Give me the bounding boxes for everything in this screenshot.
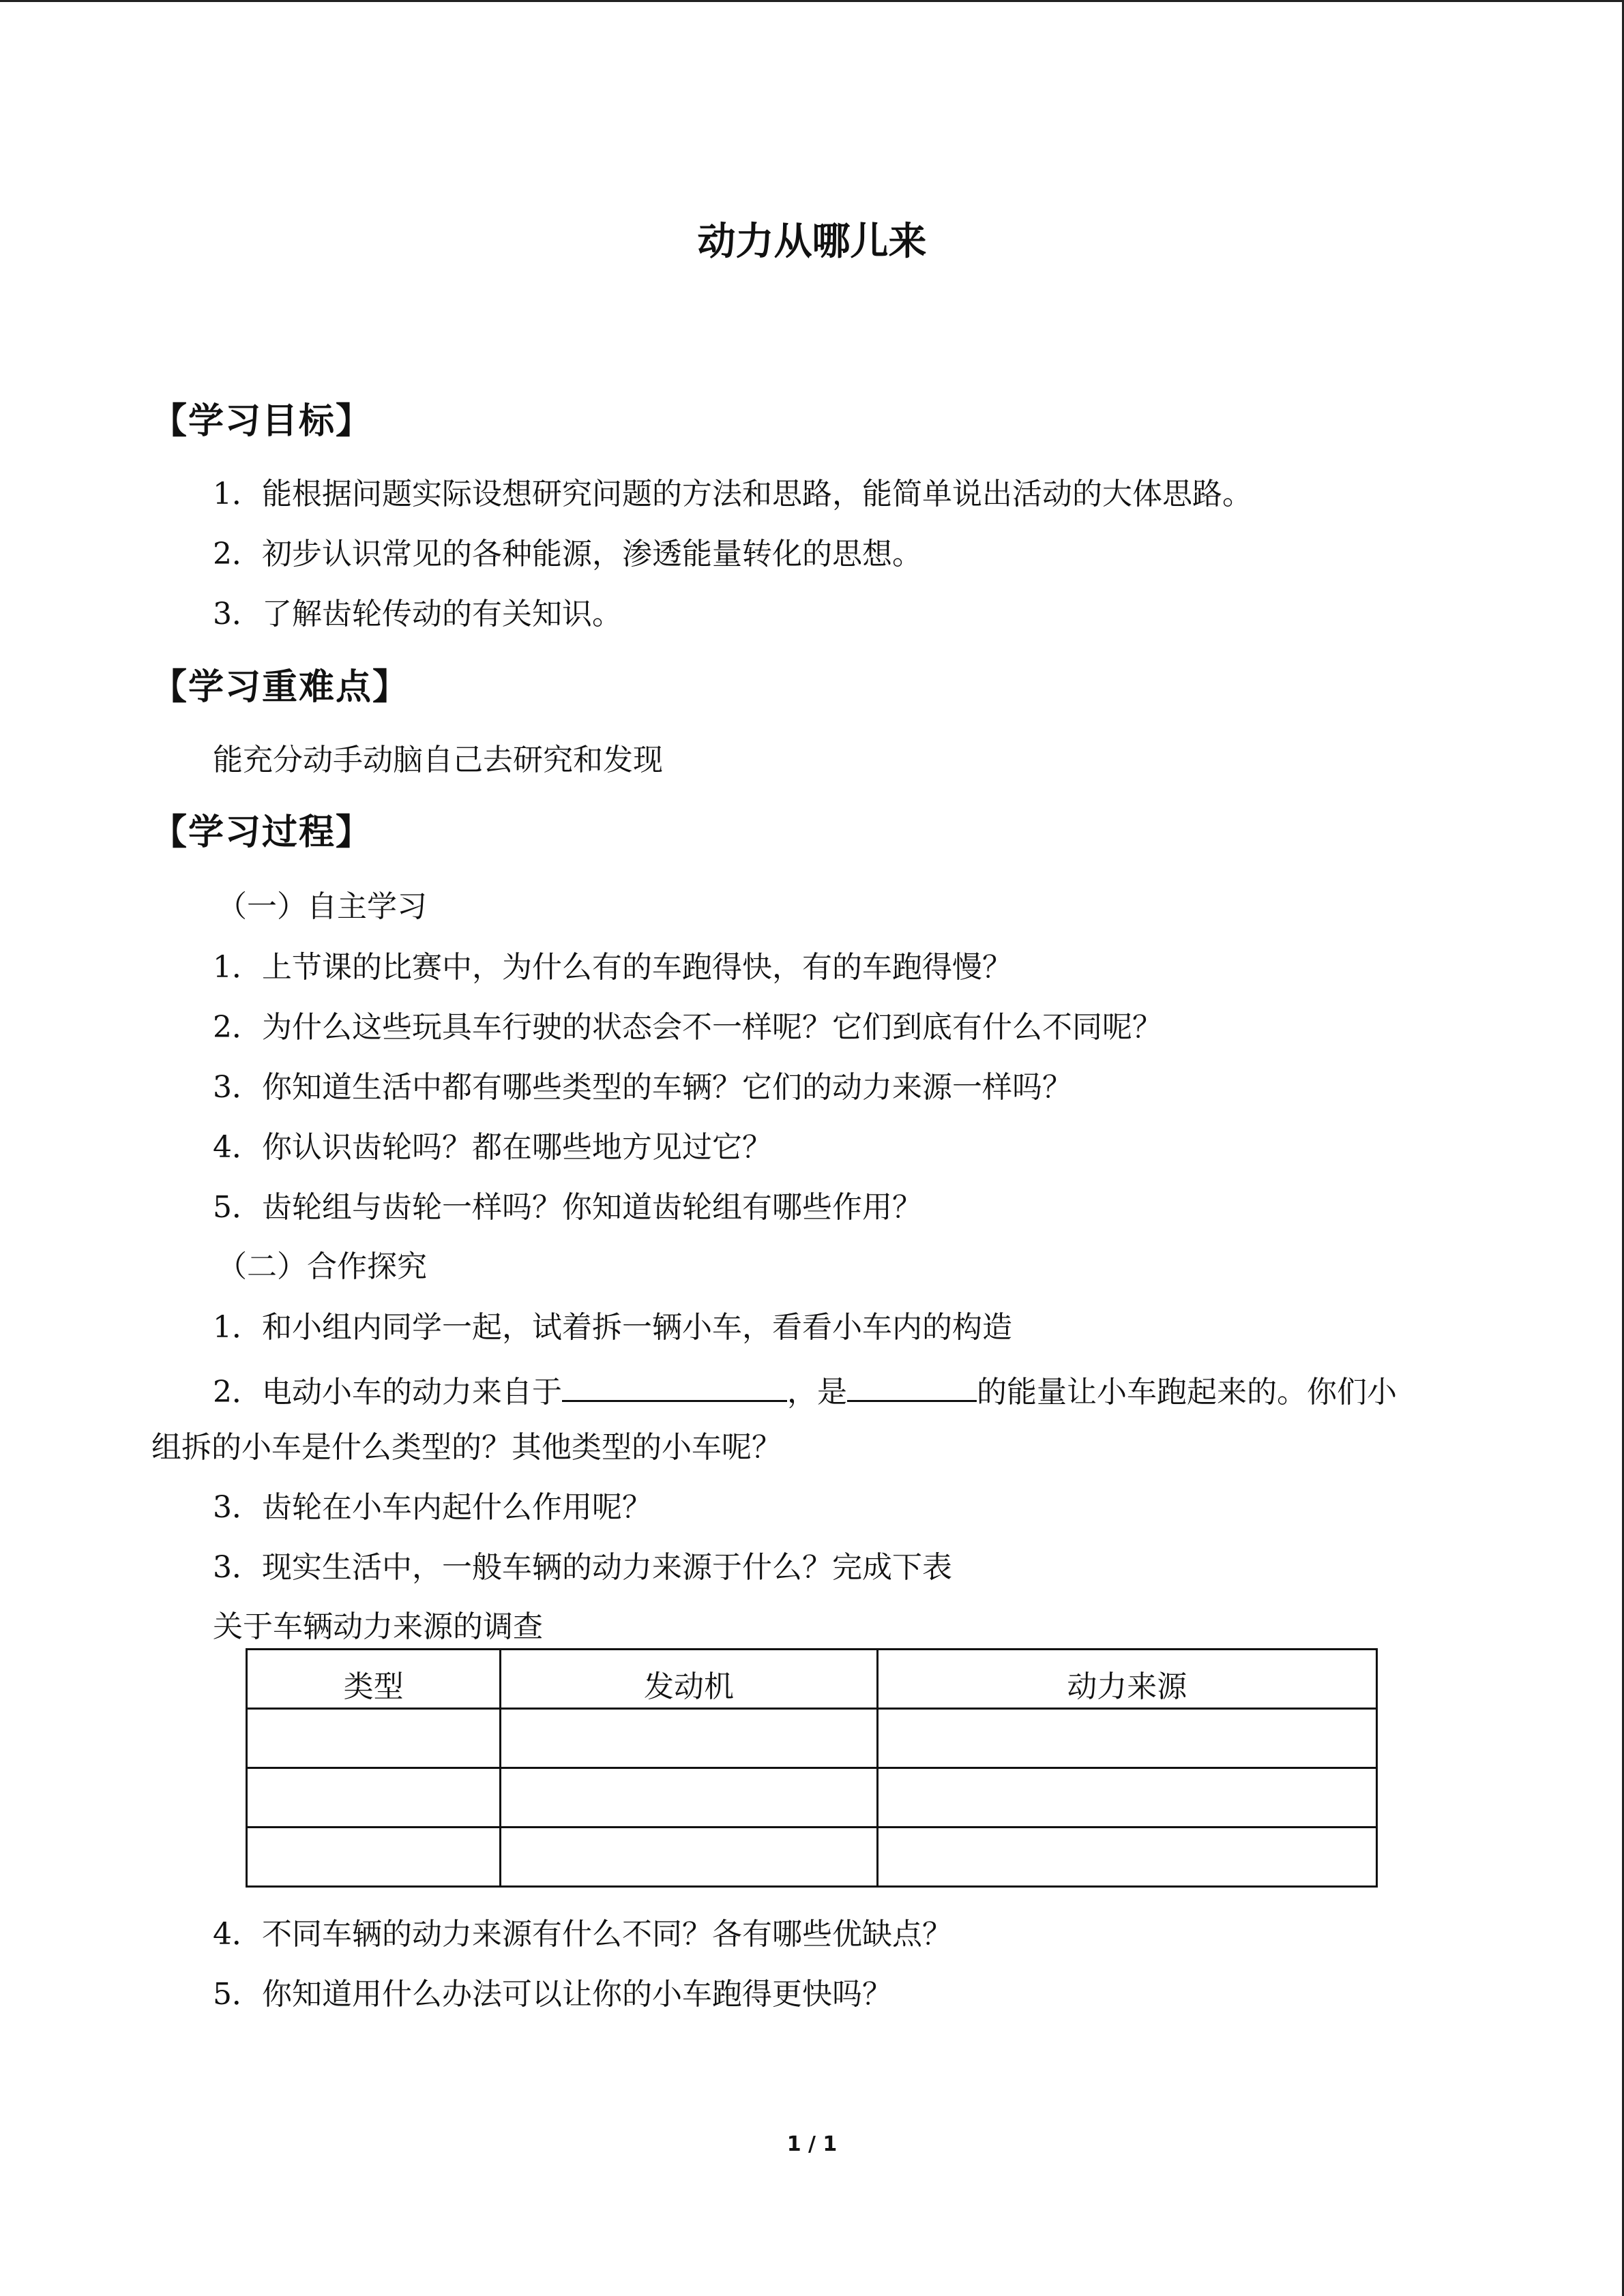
process-heading: 【学习过程】	[151, 812, 373, 853]
coop-item-1: 1．和小组内同学一起，试着拆一辆小车，看看小车内的构造	[213, 1310, 1012, 1345]
coop-heading: （二）合作探究	[217, 1249, 427, 1284]
coop-item-3b: 3．现实生活中，一般车辆的动力来源于什么？完成下表	[213, 1550, 952, 1585]
vehicle-power-survey-table	[246, 1648, 1378, 1888]
table-row	[247, 1828, 1377, 1887]
coop-item-2-continued: 组拆的小车是什么类型的？其他类型的小车呢？	[151, 1430, 782, 1465]
table-cell[interactable]	[501, 1709, 877, 1768]
coop-item-2	[213, 1367, 1397, 1413]
self-study-item-1: 1．上节课的比赛中，为什么有的车跑得快，有的车跑得慢？	[213, 950, 1012, 985]
table-cell[interactable]	[877, 1768, 1376, 1828]
table-caption: 关于车辆动力来源的调查	[213, 1609, 543, 1644]
table-header-row	[247, 1650, 1377, 1709]
table-row	[247, 1709, 1377, 1768]
keypoints-text: 能充分动手动脑自己去研究和发现	[213, 743, 663, 777]
table-cell[interactable]	[247, 1709, 501, 1768]
table-cell[interactable]	[501, 1828, 877, 1887]
table-cell[interactable]	[247, 1828, 501, 1887]
table-header-power-source: 动力来源	[877, 1650, 1376, 1709]
self-study-item-4: 4．你认识齿轮吗？都在哪些地方见过它？	[213, 1130, 772, 1165]
table-header-type: 类型	[247, 1650, 501, 1709]
fill-in-blank-2[interactable]	[847, 1367, 977, 1402]
table-row	[247, 1768, 1377, 1828]
coop-item-2-part1: 2．电动小车的动力来自于	[213, 1375, 562, 1410]
table-cell[interactable]	[877, 1828, 1376, 1887]
fill-in-blank-1[interactable]	[562, 1367, 787, 1402]
coop-item-2-part2: ，是	[787, 1375, 847, 1410]
goal-item-3: 3．了解齿轮传动的有关知识。	[213, 597, 622, 631]
self-study-item-3: 3．你知道生活中都有哪些类型的车辆？它们的动力来源一样吗？	[213, 1070, 1072, 1105]
page-border-top	[0, 0, 1624, 2]
table-cell[interactable]	[501, 1768, 877, 1828]
page-number: 1 / 1	[786, 2132, 838, 2156]
coop-item-5: 5．你知道用什么办法可以让你的小车跑得更快吗？	[213, 1977, 892, 2012]
table-cell[interactable]	[877, 1709, 1376, 1768]
self-study-item-5: 5．齿轮组与齿轮一样吗？你知道齿轮组有哪些作用？	[213, 1190, 922, 1225]
self-study-item-2: 2．为什么这些玩具车行驶的状态会不一样呢？它们到底有什么不同呢？	[213, 1010, 1162, 1045]
page-title: 动力从哪儿来	[697, 220, 927, 264]
table-cell[interactable]	[247, 1768, 501, 1828]
coop-item-3a: 3．齿轮在小车内起什么作用呢？	[213, 1490, 652, 1525]
goal-item-2: 2．初步认识常见的各种能源，渗透能量转化的思想。	[213, 537, 922, 571]
goal-item-1: 1．能根据问题实际设想研究问题的方法和思路，能简单说出活动的大体思路。	[213, 477, 1252, 511]
coop-item-2-part3: 的能量让小车跑起来的。你们小	[977, 1375, 1397, 1410]
keypoints-heading: 【学习重难点】	[151, 667, 410, 708]
table-header-engine: 发动机	[501, 1650, 877, 1709]
coop-item-4: 4．不同车辆的动力来源有什么不同？各有哪些优缺点？	[213, 1917, 952, 1952]
goals-heading: 【学习目标】	[151, 401, 373, 442]
self-study-heading: （一）自主学习	[217, 889, 427, 924]
